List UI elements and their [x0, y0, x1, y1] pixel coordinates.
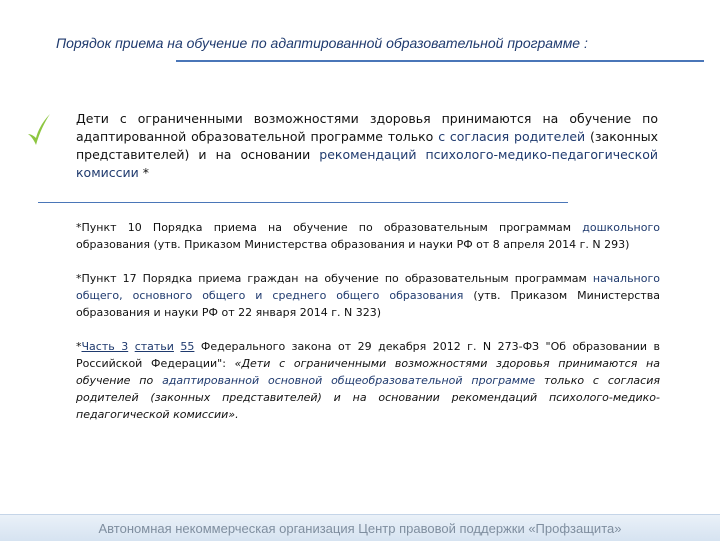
footnote-1 — [76, 219, 660, 253]
footnote-2-part2: (утв. Приказом Министерства образования и науки РФ от 22 января 2014 г. N 323) — [76, 289, 660, 319]
footer-bar — [0, 514, 720, 541]
title-underline — [176, 60, 704, 62]
footnote-1-part2: образования (утв. Приказом Министерства образования и науки РФ от 8 апреля 2014 г. N 293) — [76, 238, 630, 251]
consent-highlight: с согласия родителей — [438, 129, 586, 144]
main-text-part2: (законных представителей) и на основании — [76, 129, 659, 162]
page-title: Порядок приема на обучение по адаптированной образовательной программе : — [56, 35, 588, 51]
footnote-3-star: * — [76, 340, 82, 353]
footnote-3-quote-highlight[interactable]: адаптированной основной общеобразовательной программе — [162, 374, 536, 387]
main-text-part3: * — [138, 165, 149, 180]
footnote-3-part1: Федерального закона от 29 декабря 2012 г. N 273-ФЗ "Об образовании в Российской Федерации": — [76, 340, 661, 370]
footnote-2 — [76, 270, 660, 321]
footnote-3-quote-2: только с согласия родителей (законных представителей) и на основании рекомендаций психолого-медико-педагогической комиссии». — [76, 374, 660, 421]
separator-line — [38, 202, 568, 203]
footnote-1-part1: *Пункт 10 Порядка приема на обучение по образовательным программам — [76, 221, 583, 234]
main-statement — [76, 110, 658, 182]
footnote-3-quote-1: «Дети с ограниченными возможностями здоровья принимаются на обучение по — [76, 357, 660, 387]
footnote-3-link-number[interactable]: 55 — [180, 340, 195, 353]
footer-text: Автономная некоммерческая организация Центр правовой поддержки «Профзащита» — [98, 521, 622, 536]
footnote-2-part1: *Пункт 17 Порядка приема граждан на обучение по образовательным программам — [76, 272, 593, 285]
footnote-1-link[interactable]: дошкольного — [582, 221, 660, 234]
checkmark-icon — [26, 112, 52, 148]
main-text-part1: Дети с ограниченными возможностями здоровья принимаются на обучение по адаптированной образовательной программе только — [76, 111, 658, 144]
footnote-3 — [76, 338, 660, 423]
footnote-3-link-part[interactable]: Часть 3 — [81, 340, 129, 353]
recommendation-highlight: рекомендаций психолого-медико-педагогической комиссии — [76, 147, 658, 180]
footnote-2-link[interactable]: начального общего, основного общего и среднего общего образования — [76, 272, 660, 302]
footnote-3-link-article[interactable]: статьи — [134, 340, 174, 353]
